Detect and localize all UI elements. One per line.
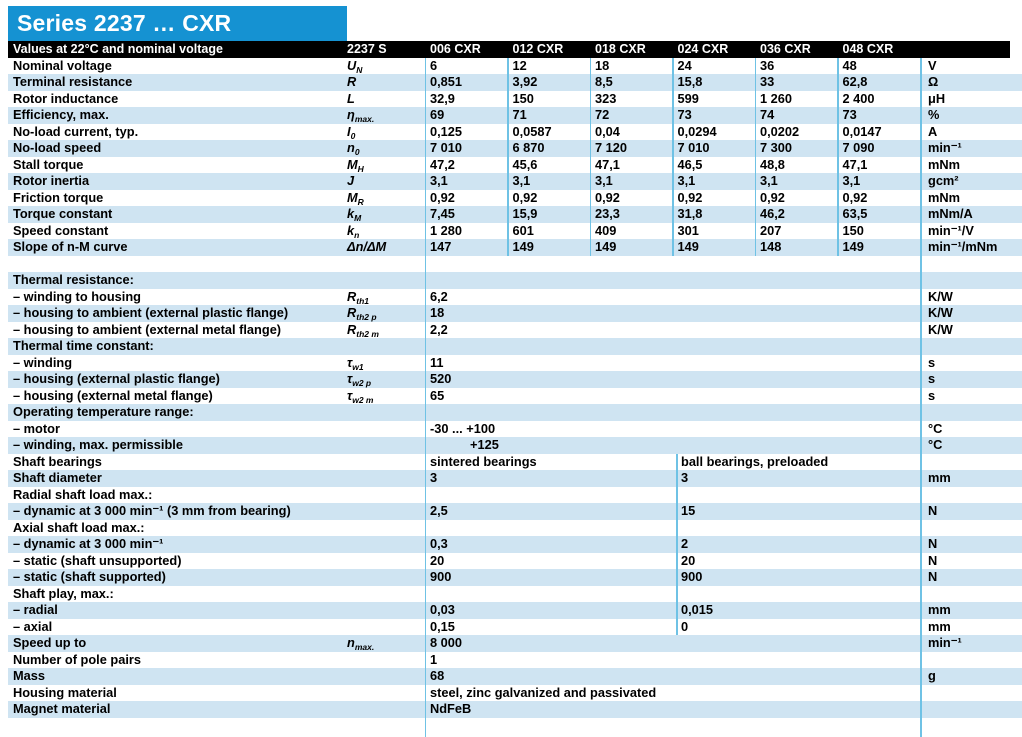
row-value: 3,1 [512,173,531,188]
row-value: 3,1 [595,173,613,188]
row-value: 7 300 [760,140,793,155]
row-unit: N [928,569,938,584]
row-label: Operating temperature range: [13,404,194,419]
row-label: – dynamic at 3 000 min⁻¹ (3 mm from bearing) [13,503,291,518]
row-unit: min⁻¹ [928,140,962,155]
row-value: 68 [430,668,445,683]
table-row [8,437,1022,454]
row-value: NdFeB [430,701,472,716]
row-value: 36 [760,57,775,73]
header-conditions-label: Values at 22°C and nominal voltage [13,42,223,56]
row-label: – housing to ambient (external plastic flange) [13,305,289,320]
row-value: 12 [512,57,527,73]
row-symbol: $R_{th1}$ [347,288,369,306]
row-value: 73 [842,107,857,122]
row-unit: A [928,123,938,139]
row-label: Terminal resistance [13,74,133,89]
row-value: 72 [595,107,610,122]
row-label: Efficiency, max. [13,107,109,122]
row-value: 6 870 [512,140,545,155]
table-row [8,173,1022,190]
row-value: 409 [595,222,617,238]
row-value: 900 [681,569,703,584]
row-value: 0 [681,618,689,634]
row-unit: g [928,668,936,683]
table-row [8,256,1022,273]
row-symbol: $R_{th2 p}$ [347,305,377,322]
row-label: Friction torque [13,189,104,205]
row-label: Thermal resistance: [13,272,134,287]
table-row [8,520,1022,537]
row-unit: % [928,107,940,122]
row-value: 23,3 [595,206,620,221]
table-row [8,619,1022,636]
table-row [8,470,1022,487]
row-unit: mm [928,602,951,617]
row-label: Axial shaft load max.: [13,519,145,535]
divider-col [837,58,839,256]
row-value: 48,8 [760,156,785,172]
row-label: – winding [13,354,73,370]
table-row [8,652,1022,669]
row-value: 69 [430,107,445,122]
row-label: Torque constant [13,206,113,221]
row-value: 0,03 [430,602,455,617]
row-value: 20 [681,552,696,568]
divider-col [672,58,674,256]
row-label: Number of pole pairs [13,651,141,667]
row-unit: mNm [928,156,960,172]
row-label: – axial [13,618,53,634]
row-label: Housing material [13,684,117,700]
row-value: 0,92 [512,189,538,205]
row-label: Rotor inertia [13,173,90,188]
table-row [8,553,1022,570]
row-value: 1 [430,651,438,667]
row-unit: Ω [928,74,939,89]
divider-bearing-columns [676,454,678,636]
divider-col [755,58,757,256]
row-value: 48 [842,57,857,73]
row-label: Nominal voltage [13,57,112,73]
row-value: 0,92 [842,189,868,205]
divider-col [590,58,592,256]
row-value: 73 [677,107,692,122]
row-value: 32,9 [430,90,455,106]
row-value: 3,1 [677,173,696,188]
row-value: 3 [430,470,438,485]
row-unit: μH [928,90,946,106]
row-label: No-load speed [13,140,102,155]
row-symbol: J [347,173,355,188]
table-row [8,404,1022,421]
row-value: 520 [430,371,452,386]
row-unit: K/W [928,321,953,337]
table-row [8,586,1022,603]
table-row [8,190,1022,207]
row-unit: min⁻¹/V [928,222,974,238]
row-value: 62,8 [842,74,868,89]
row-unit: gcm² [928,173,959,188]
row-value: 0,04 [595,123,620,139]
row-value: 18 [430,305,445,320]
row-label: Mass [13,668,46,683]
row-value: 71 [512,107,527,122]
row-symbol: $\tau_{w1}$ [347,354,364,372]
row-unit: s [928,371,936,386]
series-title-banner [8,6,347,41]
row-symbol: $I_0$ [347,123,356,141]
row-value: 46,2 [760,206,785,221]
row-value: 8 000 [430,635,463,650]
table-row [8,338,1022,355]
row-label: – dynamic at 3 000 min⁻¹ [13,536,164,551]
header-variant-column: 048 CXR [842,42,894,56]
row-unit: min⁻¹ [928,635,962,650]
row-value: 0,92 [760,189,785,205]
table-row [8,206,1022,223]
row-value: 15,8 [677,74,703,89]
row-symbol: $M_R$ [347,189,364,207]
row-value: 11 [430,354,444,370]
header-variant-column: 036 CXR [760,42,811,56]
header-variant-column: 024 CXR [677,42,729,56]
row-unit: s [928,387,936,403]
row-label: – radial [13,602,58,617]
table-row [8,355,1022,372]
table-row [8,322,1022,339]
table-row [8,91,1022,108]
table-row [8,487,1022,504]
row-unit: °C [928,437,943,452]
table-row [8,223,1022,240]
row-value: 74 [760,107,775,122]
row-value: 2 [681,536,689,551]
table-row [8,388,1022,405]
table-row [8,454,1022,471]
row-value: 24 [677,57,692,73]
row-value: 3,92 [512,74,538,89]
row-label: Slope of n-M curve [13,239,128,254]
row-label: Stall torque [13,156,84,172]
row-value: 45,6 [512,156,538,172]
row-label: – motor [13,420,60,436]
row-value: 15,9 [512,206,538,221]
row-value: 150 [512,90,534,106]
row-label: Shaft diameter [13,470,102,485]
table-row [8,668,1022,685]
table-row [8,569,1022,586]
row-value: 20 [430,552,445,568]
row-symbol: $k_M$ [347,206,362,223]
table-row [8,701,1022,718]
row-value: 207 [760,222,782,238]
row-value: 31,8 [677,206,703,221]
row-value: 0,3 [430,536,448,551]
row-value: 149 [842,239,864,254]
row-value: 150 [842,222,864,238]
header-variant-column: 012 CXR [512,42,564,56]
table-row [8,140,1022,157]
row-unit: V [928,57,937,73]
row-value: 15 [681,503,696,518]
row-value: 2,5 [430,503,448,518]
row-symbol: Δn/ΔM [347,239,387,254]
row-value: sintered bearings [430,453,537,469]
row-value: 3,1 [842,173,861,188]
row-value: 149 [595,239,617,254]
page-title: Series 2237 … CXR [17,10,232,36]
divider-col [507,58,509,256]
row-symbol: $\tau_{w2 p}$ [347,371,372,388]
header-variant-column: 006 CXR [430,42,481,56]
row-value: 7 090 [842,140,875,155]
row-value: 0,0294 [677,123,717,139]
row-value: 149 [677,239,699,254]
row-value: -30 ... +100 [430,420,496,436]
row-value: 900 [430,569,452,584]
header-variant-column: 018 CXR [595,42,646,56]
table-row [8,239,1022,256]
row-value: 3,1 [430,173,448,188]
row-value: +125 [470,437,499,452]
row-unit: mm [928,470,951,485]
row-value: 47,2 [430,156,455,172]
row-symbol: R [347,74,357,89]
table-header-bar [8,41,1010,58]
row-label: – winding, max. permissible [13,437,183,452]
row-label: Speed constant [13,222,109,238]
table-row [8,157,1022,174]
row-value: 1 280 [430,222,463,238]
row-symbol: $M_H$ [347,156,364,174]
row-label: Thermal time constant: [13,338,154,353]
table-row [8,272,1022,289]
row-value: 7 120 [595,140,628,155]
header-series-column: 2237 S [347,42,387,56]
row-value: 599 [677,90,699,106]
row-unit: K/W [928,288,953,304]
row-value: 0,0587 [512,123,552,139]
row-value: 7 010 [677,140,710,155]
row-value: 0,851 [430,74,463,89]
table-row [8,124,1022,141]
table-row [8,74,1022,91]
row-value: ball bearings, preloaded [681,453,829,469]
row-value: 0,125 [430,123,463,139]
table-row [8,536,1022,553]
row-value: 18 [595,57,610,73]
row-value: 33 [760,74,775,89]
row-symbol: $n_0$ [347,140,360,157]
row-value: 0,0147 [842,123,882,139]
row-value: 301 [677,222,699,238]
row-symbol: $U_N$ [347,57,363,75]
row-value: 323 [595,90,617,106]
row-label: Shaft bearings [13,453,102,469]
row-value: 601 [512,222,534,238]
table-row [8,602,1022,619]
row-value: 0,92 [595,189,620,205]
row-value: 63,5 [842,206,868,221]
row-label: Radial shaft load max.: [13,486,153,502]
row-value: 46,5 [677,156,703,172]
row-unit: mm [928,618,951,634]
row-value: 8,5 [595,74,613,89]
row-value: 6,2 [430,288,448,304]
row-label: Shaft play, max.: [13,585,114,601]
row-unit: °C [928,420,943,436]
table-row [8,635,1022,652]
row-unit: N [928,552,938,568]
divider-values-start [425,58,427,737]
row-value: 47,1 [842,156,868,172]
row-value: 0,015 [681,602,714,617]
row-symbol: $\eta_{max.}$ [347,107,375,124]
row-label: No-load current, typ. [13,123,139,139]
row-value: 47,1 [595,156,620,172]
table-row [8,421,1022,438]
row-label: Magnet material [13,701,111,716]
row-value: 149 [512,239,534,254]
row-label: – static (shaft supported) [13,569,166,584]
row-symbol: L [347,90,355,106]
row-label: Speed up to [13,635,87,650]
row-value: 1 260 [760,90,793,106]
row-value: steel, zinc galvanized and passivated [430,684,657,700]
row-unit: N [928,536,938,551]
row-value: 0,92 [430,189,455,205]
row-label: – winding to housing [13,288,141,304]
row-label: Rotor inductance [13,90,119,106]
row-value: 0,92 [677,189,703,205]
row-symbol: $k_n$ [347,222,360,240]
row-unit: min⁻¹/mNm [928,239,998,254]
row-value: 0,0202 [760,123,800,139]
row-unit: mNm/A [928,206,973,221]
row-unit: mNm [928,189,960,205]
divider-units [920,58,922,737]
row-label: – housing (external metal flange) [13,387,213,403]
row-unit: K/W [928,305,953,320]
row-value: 7,45 [430,206,455,221]
row-value: 3 [681,470,689,485]
table-row [8,685,1022,702]
row-value: 2 400 [842,90,875,106]
row-value: 6 [430,57,438,73]
row-value: 3,1 [760,173,778,188]
table-row [8,371,1022,388]
table-row [8,107,1022,124]
row-unit: N [928,503,938,518]
row-value: 148 [760,239,782,254]
table-row [8,503,1022,520]
table-row [8,305,1022,322]
row-value: 147 [430,239,452,254]
row-symbol: $\tau_{w2 m}$ [347,387,374,405]
row-value: 65 [430,387,445,403]
table-row [8,289,1022,306]
row-value: 0,15 [430,618,455,634]
row-label: – static (shaft unsupported) [13,552,182,568]
row-label: – housing (external plastic flange) [13,371,220,386]
row-unit: s [928,354,936,370]
row-value: 2,2 [430,321,448,337]
row-symbol: $R_{th2 m}$ [347,321,379,339]
table-row [8,58,1022,75]
row-value: 7 010 [430,140,463,155]
row-symbol: $n_{max.}$ [347,635,375,652]
row-label: – housing to ambient (external metal flange) [13,321,282,337]
